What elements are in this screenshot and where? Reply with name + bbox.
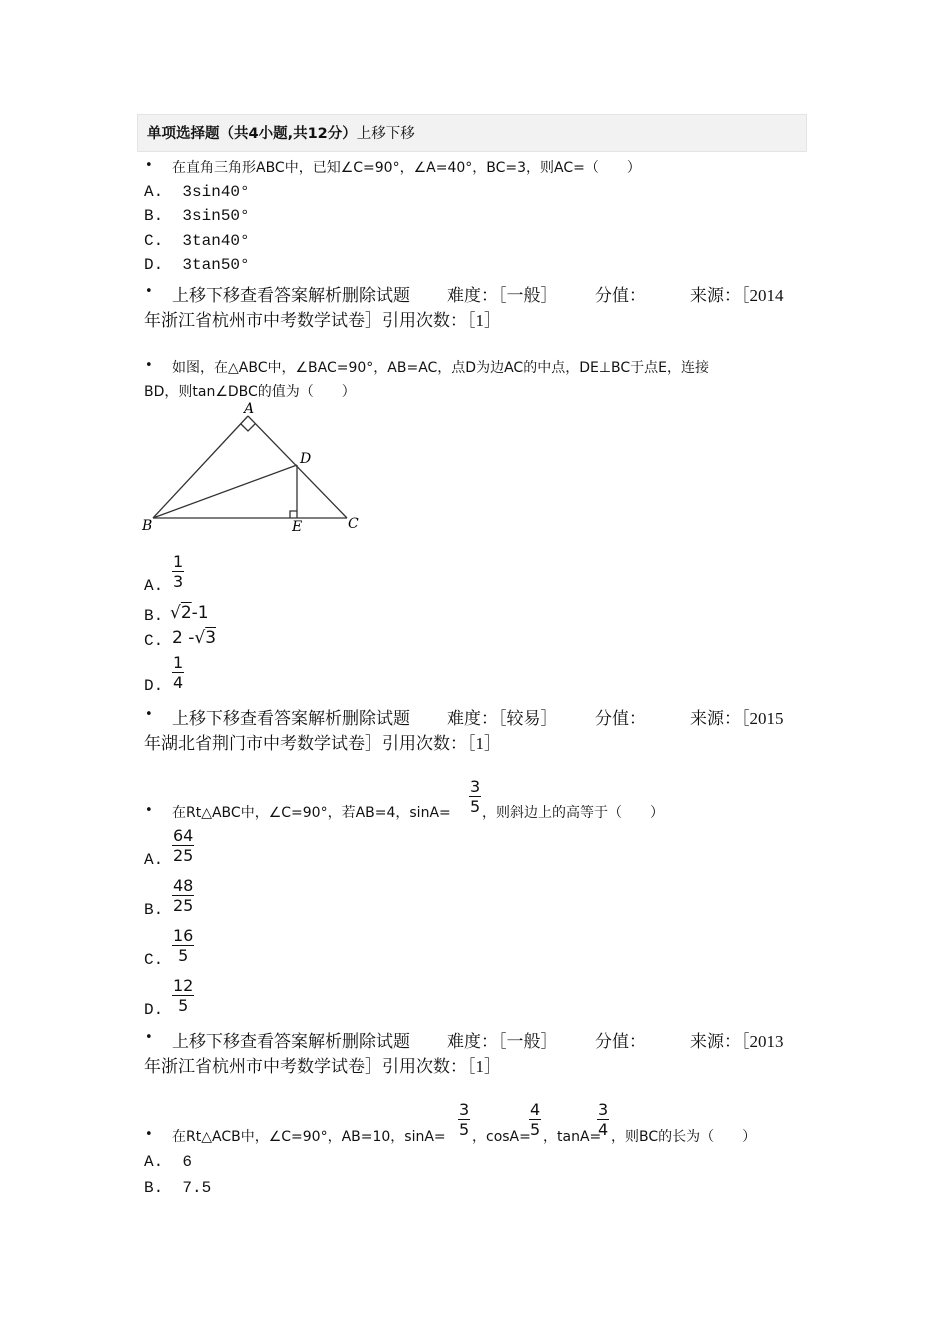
q2-option-a-fraction bbox=[172, 553, 184, 590]
q3-option-d-letter[interactable]: D. bbox=[144, 1001, 164, 1019]
q4-stem-d: ，则BC的长为（ ） bbox=[611, 1129, 757, 1145]
sqrt-icon: √ bbox=[194, 628, 206, 648]
q4-stem-a: 在Rt△ACB中，∠C=90°，AB=10，sinA= bbox=[172, 1129, 446, 1145]
sqrt-icon: √ bbox=[170, 603, 181, 623]
q2-stem-line1: 如图，在△ABC中，∠BAC=90°，AB=AC，点D为边AC的中点，DE⊥BC于点E，连接 bbox=[172, 360, 709, 376]
option-text: 3sin50° bbox=[182, 207, 250, 225]
triangle-figure bbox=[140, 400, 370, 540]
q2-option-d-letter[interactable]: D. bbox=[144, 677, 164, 695]
q3-option-c-fraction bbox=[172, 927, 194, 964]
fraction-denominator: 5 bbox=[470, 797, 481, 816]
q1-source: 来源：［2014 bbox=[690, 286, 784, 305]
fraction-numerator: 64 bbox=[173, 826, 194, 845]
q3-option-b-fraction bbox=[172, 877, 194, 914]
right-angle-mark-a bbox=[241, 424, 255, 431]
q3-option-d-fraction bbox=[172, 977, 194, 1014]
option-text: 3sin40° bbox=[182, 183, 250, 201]
fraction-denominator: 4 bbox=[598, 1120, 609, 1139]
option-text: 6 bbox=[182, 1153, 193, 1171]
q2-stem-line2: BD，则tan∠DBC的值为（ ） bbox=[144, 384, 356, 400]
q2-option-b-expr bbox=[170, 603, 209, 623]
q1-difficulty: 难度：［一般］ bbox=[447, 286, 558, 305]
q2-option-c-expr bbox=[172, 628, 216, 648]
option-letter: D. bbox=[144, 256, 164, 274]
q1-option-d[interactable] bbox=[144, 256, 250, 274]
q2-option-d-fraction bbox=[172, 654, 184, 691]
label-b: B bbox=[142, 518, 153, 534]
section-title: 单项选择题（共4小题,共12分） bbox=[147, 126, 357, 142]
q2-bullet: • bbox=[145, 358, 153, 373]
option-text: 3tan40° bbox=[182, 232, 250, 250]
q2-option-a-letter[interactable]: A. bbox=[144, 577, 164, 595]
fraction-denominator: 25 bbox=[173, 896, 194, 915]
q2-option-b-letter[interactable]: B. bbox=[144, 607, 164, 625]
q3-difficulty: 难度：［一般］ bbox=[447, 1032, 558, 1051]
q3-option-c-letter[interactable]: C. bbox=[144, 951, 164, 969]
q4-bullet: • bbox=[145, 1127, 153, 1142]
option-letter: C. bbox=[144, 232, 164, 250]
q3-option-a-fraction bbox=[172, 827, 194, 864]
q1-meta-actions[interactable]: 上移下移查看答案解析删除试题 bbox=[172, 286, 410, 305]
q1-meta-bullet: • bbox=[145, 284, 153, 299]
fraction-denominator: 5 bbox=[178, 996, 189, 1015]
fraction-numerator: 3 bbox=[459, 1100, 470, 1119]
q2-meta-bullet: • bbox=[145, 707, 153, 722]
radicand: 3 bbox=[205, 628, 217, 648]
q2-source: 来源：［2015 bbox=[690, 709, 784, 728]
q2-score: 分值： bbox=[595, 709, 646, 728]
segment-bd bbox=[153, 465, 297, 518]
fraction-numerator: 4 bbox=[530, 1100, 541, 1119]
q2-difficulty: 难度：［较易］ bbox=[447, 709, 558, 728]
q3-option-b-letter[interactable]: B. bbox=[144, 901, 164, 919]
fraction-denominator: 25 bbox=[173, 846, 194, 865]
label-e: E bbox=[292, 519, 303, 535]
right-angle-mark-e bbox=[290, 511, 297, 518]
q3-source-cont: 年浙江省杭州市中考数学试卷］引用次数：［1］ bbox=[144, 1057, 501, 1076]
expr-head: 2 - bbox=[172, 628, 195, 648]
q4-tan-fraction bbox=[597, 1101, 609, 1138]
fraction-numerator: 3 bbox=[470, 777, 481, 796]
q3-meta-actions[interactable]: 上移下移查看答案解析删除试题 bbox=[172, 1032, 410, 1051]
q3-stem-a: 在Rt△ABC中，∠C=90°，若AB=4，sinA= bbox=[172, 805, 451, 821]
fraction-numerator: 12 bbox=[173, 976, 194, 995]
section-header bbox=[137, 114, 807, 152]
fraction-denominator: 4 bbox=[173, 673, 184, 692]
option-letter: B. bbox=[144, 1179, 164, 1197]
option-letter: A. bbox=[144, 1153, 164, 1171]
fraction-denominator: 5 bbox=[530, 1120, 541, 1139]
fraction-numerator: 1 bbox=[173, 653, 184, 672]
q1-option-c[interactable] bbox=[144, 232, 250, 250]
fraction-numerator: 3 bbox=[598, 1100, 609, 1119]
q4-stem-b: ，cosA= bbox=[472, 1129, 531, 1145]
q1-score: 分值： bbox=[595, 286, 646, 305]
option-letter: B. bbox=[144, 207, 164, 225]
label-d: D bbox=[300, 451, 312, 467]
q2-meta-actions[interactable]: 上移下移查看答案解析删除试题 bbox=[172, 709, 410, 728]
q4-sin-fraction bbox=[458, 1101, 470, 1138]
option-text: 3tan50° bbox=[182, 256, 250, 274]
q3-score: 分值： bbox=[595, 1032, 646, 1051]
fraction-numerator: 1 bbox=[173, 552, 184, 571]
label-c: C bbox=[348, 516, 359, 532]
q2-option-c-letter[interactable]: C. bbox=[144, 632, 164, 650]
fraction-denominator: 3 bbox=[173, 572, 184, 591]
q1-option-b[interactable] bbox=[144, 207, 250, 225]
side-ab bbox=[153, 416, 248, 518]
q3-bullet: • bbox=[145, 803, 153, 818]
q3-stem-fraction bbox=[469, 778, 481, 815]
q4-option-a[interactable] bbox=[144, 1153, 192, 1171]
fraction-denominator: 5 bbox=[178, 946, 189, 965]
q1-source-cont: 年浙江省杭州市中考数学试卷］引用次数：［1］ bbox=[144, 311, 501, 330]
q1-stem: 在直角三角形ABC中，已知∠C=90°，∠A=40°，BC=3，则AC=（ ） bbox=[172, 160, 641, 176]
fraction-numerator: 16 bbox=[173, 926, 194, 945]
q1-option-a[interactable] bbox=[144, 183, 250, 201]
label-a: A bbox=[244, 401, 255, 417]
q2-source-cont: 年湖北省荆门市中考数学试卷］引用次数：［1］ bbox=[144, 734, 501, 753]
q3-option-a-letter[interactable]: A. bbox=[144, 851, 164, 869]
option-letter: A. bbox=[144, 183, 164, 201]
fraction-numerator: 48 bbox=[173, 876, 194, 895]
q3-stem-b: ，则斜边上的高等于（ ） bbox=[482, 805, 664, 821]
option-text: 7.5 bbox=[182, 1179, 212, 1197]
q1-bullet: • bbox=[145, 158, 153, 173]
radicand: 2 bbox=[180, 603, 192, 623]
q4-stem-c: ，tanA= bbox=[543, 1129, 602, 1145]
fraction-denominator: 5 bbox=[459, 1120, 470, 1139]
q4-cos-fraction bbox=[529, 1101, 541, 1138]
section-move-actions[interactable]: 上移下移 bbox=[356, 126, 415, 142]
q3-source: 来源：［2013 bbox=[690, 1032, 784, 1051]
q4-option-b[interactable] bbox=[144, 1179, 211, 1197]
q3-meta-bullet: • bbox=[145, 1030, 153, 1045]
expr-tail: -1 bbox=[191, 603, 209, 623]
